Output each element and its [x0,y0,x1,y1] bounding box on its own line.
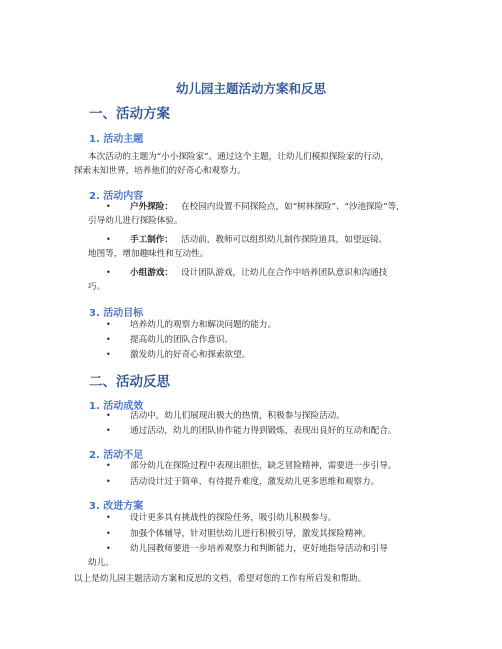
document-title: 幼儿园主题活动方案和反思 [175,81,326,96]
list-item [74,409,434,423]
item-text: 部分幼儿在探险过程中表现出胆怯，缺乏冒险精神，需要进一步引导。 [130,461,397,471]
subheading-activity-content: 2. 活动内容 [89,191,144,202]
item-text: 激发幼儿的好奇心和探索欲望。 [130,350,251,360]
closing-paragraph [74,572,434,586]
section-heading-reflection: 二、活动反思 [89,374,170,390]
bullet-icon: • [106,529,111,538]
list-item-outdoor-adventure [74,200,434,228]
theme-line-2: 探索未知世界，培养他们的好奇心和观察力。 [74,166,246,176]
item-text: 培养幼儿的观察力和解决问题的能力。 [130,320,277,330]
item-text: 提高幼儿的团队合作意识。 [130,335,234,345]
section-heading-plan: 一、活动方案 [89,106,170,122]
bullet-icon: • [106,202,111,211]
item-text: 通过活动，幼儿的团队协作能力得到锻炼，表现出良好的互动和配合。 [130,426,397,436]
item-text-continued: 巧。 [88,282,106,292]
list-item [74,348,434,362]
item-text-continued: 幼儿。 [88,558,114,568]
list-item-group-game [74,266,434,294]
item-text: 活动前，教师可以组织幼儿制作探险道具，如望远镜、 [180,235,388,245]
item-label: 手工制作： [130,235,173,245]
list-item [74,527,434,541]
subheading-improvement-plan: 3. 改进方案 [89,501,144,512]
subheading-activity-shortcomings: 2. 活动不足 [89,450,144,461]
bullet-icon: • [106,335,111,344]
bullet-icon: • [106,320,111,329]
bullet-icon: • [106,235,111,244]
subheading-activity-results: 1. 活动成效 [89,401,144,412]
item-text: 活动设计过于简单，有待提升难度，激发幼儿更多思维和观察力。 [130,477,380,487]
bullet-icon: • [106,268,111,277]
bullet-icon: • [106,350,111,359]
item-text-continued: 引导幼儿进行探险体验。 [88,216,183,226]
subheading-activity-goals: 3. 活动目标 [89,308,144,319]
list-item-handcraft [74,233,434,261]
bullet-icon: • [106,411,111,420]
list-item [74,542,434,570]
bullet-icon: • [106,477,111,486]
item-text: 设计更多具有挑战性的探险任务，吸引幼儿积极参与。 [130,513,337,523]
list-item [74,459,434,473]
list-item [74,475,434,489]
subheading-activity-theme: 1. 活动主题 [89,134,144,145]
item-text: 在校园内设置不同探险点，如“树林探险”、“沙池探险”等， [180,202,405,212]
closing-text: 以上是幼儿园主题活动方案和反思的文档，希望对您的工作有所启发和帮助。 [74,574,367,584]
list-item [74,424,434,438]
item-label: 户外探险： [130,202,173,212]
item-text: 幼儿园教师要进一步培养观察力和判断能力，更好地指导活动和引导 [130,544,388,554]
bullet-icon: • [106,426,111,435]
list-item [74,511,434,525]
list-item [74,318,434,332]
paragraph-activity-theme [74,150,434,178]
list-item [74,333,434,347]
theme-line-1: 本次活动的主题为“小小探险家”。通过这个主题，让幼儿们模拟探险家的行动， [88,152,389,162]
bullet-icon: • [106,513,111,522]
item-text: 活动中，幼儿们展现出极大的热情，积极参与探险活动。 [130,411,345,421]
bullet-icon: • [106,461,111,470]
bullet-icon: • [106,544,111,553]
item-label: 小组游戏： [130,268,173,278]
item-text: 设计团队游戏，让幼儿在合作中培养团队意识和沟通技 [180,268,388,278]
item-text-continued: 地图等，增加趣味性和互动性。 [88,249,209,259]
item-text: 加强个体辅导，针对胆怯幼儿进行积极引导，激发其探险精神。 [130,529,371,539]
